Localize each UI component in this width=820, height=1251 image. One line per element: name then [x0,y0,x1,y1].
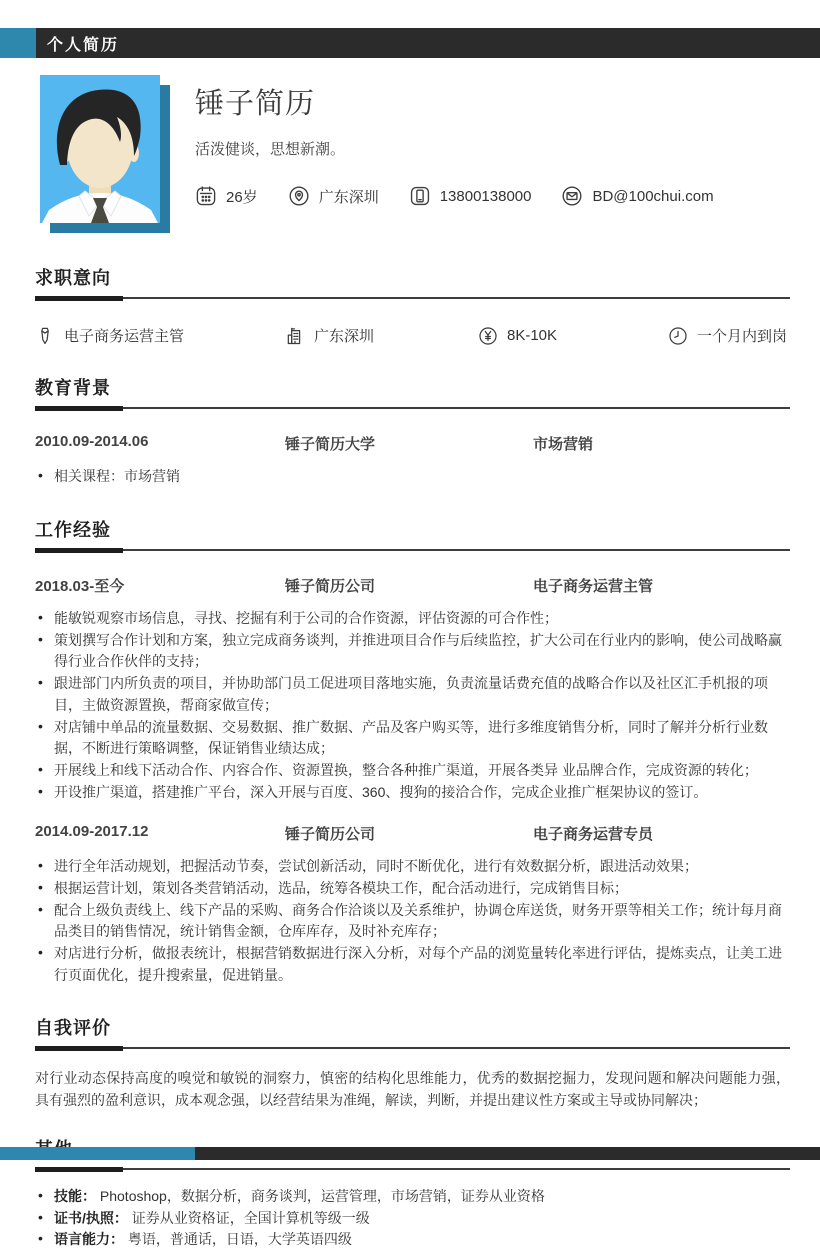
resume-body [35,264,790,1251]
clock-icon [668,326,688,346]
intent-availability-value: 一个月内到岗 [697,328,788,345]
section-header-job-intention [35,264,790,299]
bullet-item: • 相关课程：市场营销 [35,466,790,488]
entry-position: 电子商务运营专员 [533,825,654,843]
section-title: 自我评价 [35,1018,111,1038]
bullet-item: • 策划撰写合作计划和方案，独立完成商务谈判，并推进项目合作与后续监控，扩大公司在行业内的影响，使公司战略赢得行业合作伙伴的支持； [35,630,790,673]
other-item-text: Photoshop，数据分析，商务谈判，运营管理，市场营销，证券从业资格 [99,1188,545,1204]
email-icon [561,185,583,207]
intent-city [285,325,478,346]
bullet-item: • 开展线上和线下活动合作、内容合作、资源置换，整合各种推广渠道，开展各类异 业品牌合作，完成资源的转化； [35,760,790,782]
section-title: 求职意向 [35,268,111,288]
other-item-text: 粤语，普通话，日语，大学英语四级 [127,1231,352,1247]
intent-salary [478,326,668,346]
other-item-label: 证书/执照： [54,1209,128,1226]
job-intention-row [35,325,790,346]
intent-salary-value: 8K-10K [507,327,558,344]
location-value: 广东深圳 [318,188,379,206]
avatar [40,75,160,223]
self-evaluation-text: 对行业动态保持高度的嗅觉和敏锐的洞察力，慎密的结构化思维能力，优秀的数据挖掘力，发现问题和解决问题能力强，具有强烈的盈利意识，成本观念强，以经营结果为准绳，解读，判断，并提出建议性方案或主导或协同解决； [35,1070,790,1108]
bullet-item: • 配合上级负责线上、线下产品的采购、商务合作洽谈以及关系维护，协调仓库送货，财务开票等相关工作；统计每月商品类目的销售情况，统计销售金额，仓库库存，及时补充库存； [35,900,790,943]
entry-period: 2010.09-2014.06 [35,433,149,450]
bullet-item: • 能敏锐观察市场信息，寻找、挖掘有利于公司的合作资源，评估资源的可合作性； [35,608,790,630]
work-entry-1 [35,575,790,596]
other-languages [35,1229,790,1251]
building-icon [285,326,305,346]
bottom-bar-accent-block [0,1147,195,1160]
other-skills [35,1186,790,1208]
entry-period: 2018.03-至今 [35,577,125,595]
contact-phone [409,185,532,207]
intent-position [35,325,285,346]
candidate-name: 锤子简历 [195,88,316,120]
bullet-item: • 开设推广渠道，搭建推广平台，深入开展与百度、360、搜狗的接洽合作，完成企业推广框架协议的签订。 [35,782,790,804]
phone-value: 13800138000 [439,187,532,205]
top-bar-accent-block [0,28,36,58]
location-icon [288,185,310,207]
contact-age [195,185,258,207]
section-header-work [35,516,790,551]
calendar-icon [195,185,217,207]
other-item-text: 证券从业资格证，全国计算机等级一级 [131,1209,370,1226]
bullet-item: • 根据运营计划，策划各类营销活动，选品，统筹各模块工作，配合活动进行，完成销售目标； [35,878,790,900]
work-entry-2-bullets [35,856,790,987]
entry-company: 锤子简历公司 [285,577,376,595]
other-list [35,1186,790,1251]
contact-email [561,185,713,207]
entry-company: 锤子简历公司 [285,825,376,843]
section-title: 工作经验 [35,519,111,540]
bullet-item: • 进行全年活动规划，把握活动节奏，尝试创新活动，同时不断优化，进行有效数据分析，跟进活动效果； [35,856,790,878]
top-bar [0,28,820,58]
intent-availability [668,325,790,346]
email-value: BD@100chui.com [592,187,714,205]
entry-major: 市场营销 [533,436,594,453]
other-certificates [35,1208,790,1230]
work-entry-1-bullets [35,608,790,804]
entry-school: 锤子简历大学 [285,436,376,453]
age-value: 26岁 [226,188,258,206]
tie-icon [35,326,55,346]
education-bullets [35,466,790,488]
phone-icon [409,185,431,207]
section-header-self-evaluation [35,1014,790,1049]
contact-location [288,185,379,207]
candidate-tagline: 活泼健谈，思想新潮。 [195,141,346,158]
entry-position: 电子商务运营主管 [533,577,654,595]
education-entry [35,433,790,454]
section-header-education [35,374,790,409]
bullet-item: • 对店铺中单品的流量数据、交易数据、推广数据、产品及客户购买等，进行多维度销售分析，同时了解并分析行业数据，不断进行策略调整，保证销售业绩达成； [35,717,790,760]
other-item-label: 技能： [54,1188,96,1204]
resume-banner-title: 个人简历 [47,36,120,54]
other-item-label: 语言能力： [54,1231,124,1247]
bullet-item: • 跟进部门内所负责的项目，并协助部门员工促进项目落地实施，负责流量话费充值的战略合作以及社区汇手机报的项目，主做资源置换，帮商家做宣传； [35,673,790,716]
work-entry-2 [35,823,790,844]
salary-icon [478,326,498,346]
contact-row [195,185,790,207]
entry-period: 2014.09-2017.12 [35,822,149,840]
bullet-item: • 对店进行分析，做报表统计，根据营销数据进行深入分析，对每个产品的浏览量转化率进行评估，提炼卖点，让美工进行页面优化，提升搜索量，促进销量。 [35,943,790,986]
header [40,75,790,207]
intent-position-value: 电子商务运营主管 [64,328,185,345]
section-title: 教育背景 [35,378,111,398]
avatar-illustration [40,75,160,223]
intent-city-value: 广东深圳 [314,328,375,345]
bottom-bar [0,1147,820,1160]
